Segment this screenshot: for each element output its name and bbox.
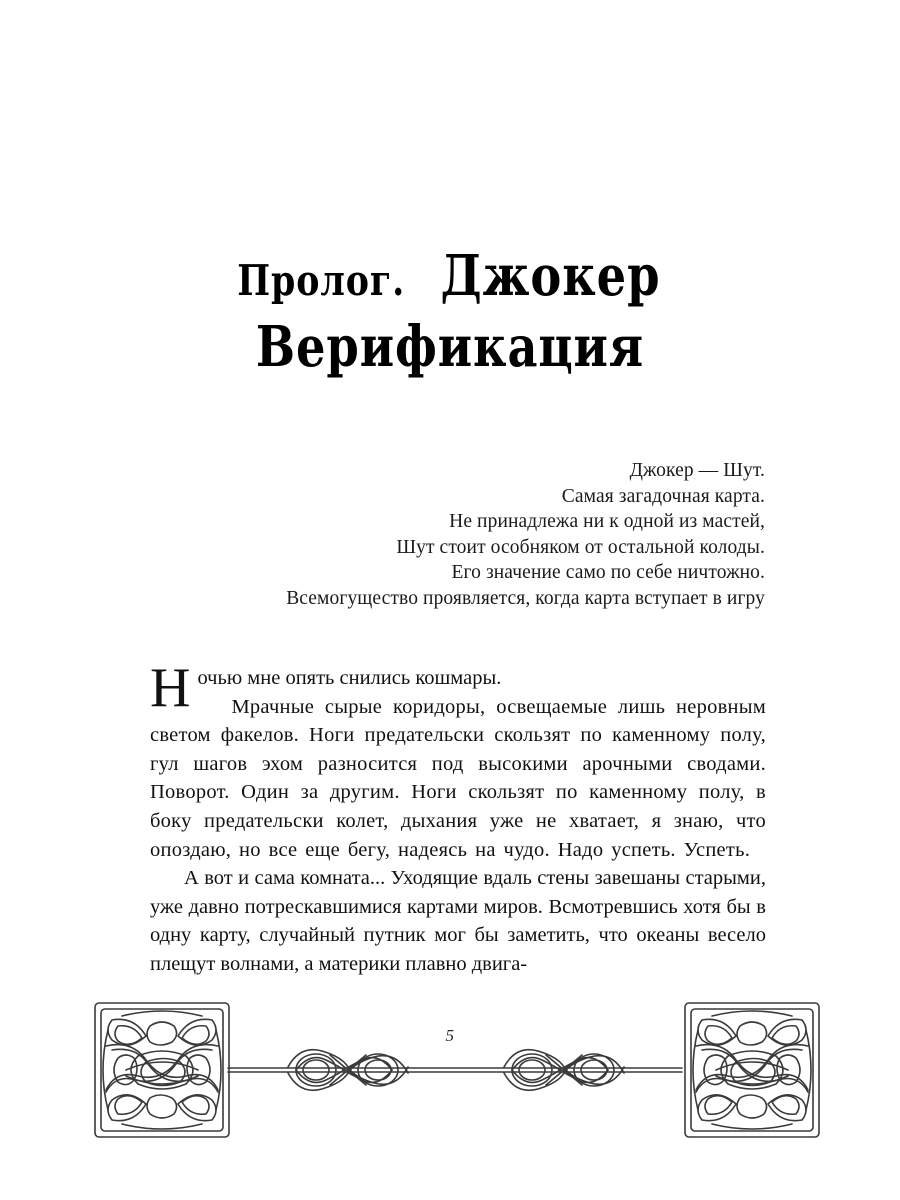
body-text [150,657,766,979]
epigraph-line: Его значение само по себе ничтожно. [451,562,765,583]
epigraph-line: Шут стоит особняком от остальной колоды. [396,536,765,558]
epigraph-line: Джокер — Шут. [629,460,765,481]
chapter-kicker: Пролог. [237,256,406,305]
epigraph-line: Всемогущество проявляется, когда карта вступает в игру [286,587,765,609]
epigraph-line: Не принадлежа ни к одной из мастей, [449,511,765,532]
chapter-title-main: Джокер [440,243,661,309]
knot-square-right [685,1003,819,1137]
chapter-title-line-2 [120,314,780,381]
page-number: 5 [445,1026,455,1045]
knot-band-left [288,1050,408,1091]
chapter-title-line-1 [120,243,780,309]
chapter-title [120,243,780,381]
paragraph-body: Мрачные сырые коридоры, освещаемые лишь неровным светом факелов. Ноги предательски скользят по каменному полу, гул шагов эхом разносится под высокими арочными сводами. Поворот. Один за другим. Ноги скользят по каменному полу, в боку предательски колет, дыхания уже не хватает, я знаю, что опоздаю, но все еще бегу, надеясь на чудо. Надо успеть. Успеть. [150,695,766,861]
celtic-knot-ornament [90,988,820,1158]
epigraph [150,458,765,611]
epigraph-line: Самая загадочная карта. [561,485,765,507]
knot-square-left [95,1003,229,1137]
knot-band-right [504,1050,624,1091]
chapter-subtitle: Верификация [255,314,645,381]
paragraph-opening-line: очью мне опять снились кошмары. [197,667,502,689]
paragraph [150,657,766,864]
paragraph: А вот и сама комната... Уходящие вдаль стены завешаны старыми, уже давно потрескавшимися картами миров. Всмотревшись хотя бы в одну карту, случайный путник мог бы заметить, что океаны весело плещут волнами, а материки плавно двига- [150,867,766,975]
drop-cap: Н [150,657,191,719]
